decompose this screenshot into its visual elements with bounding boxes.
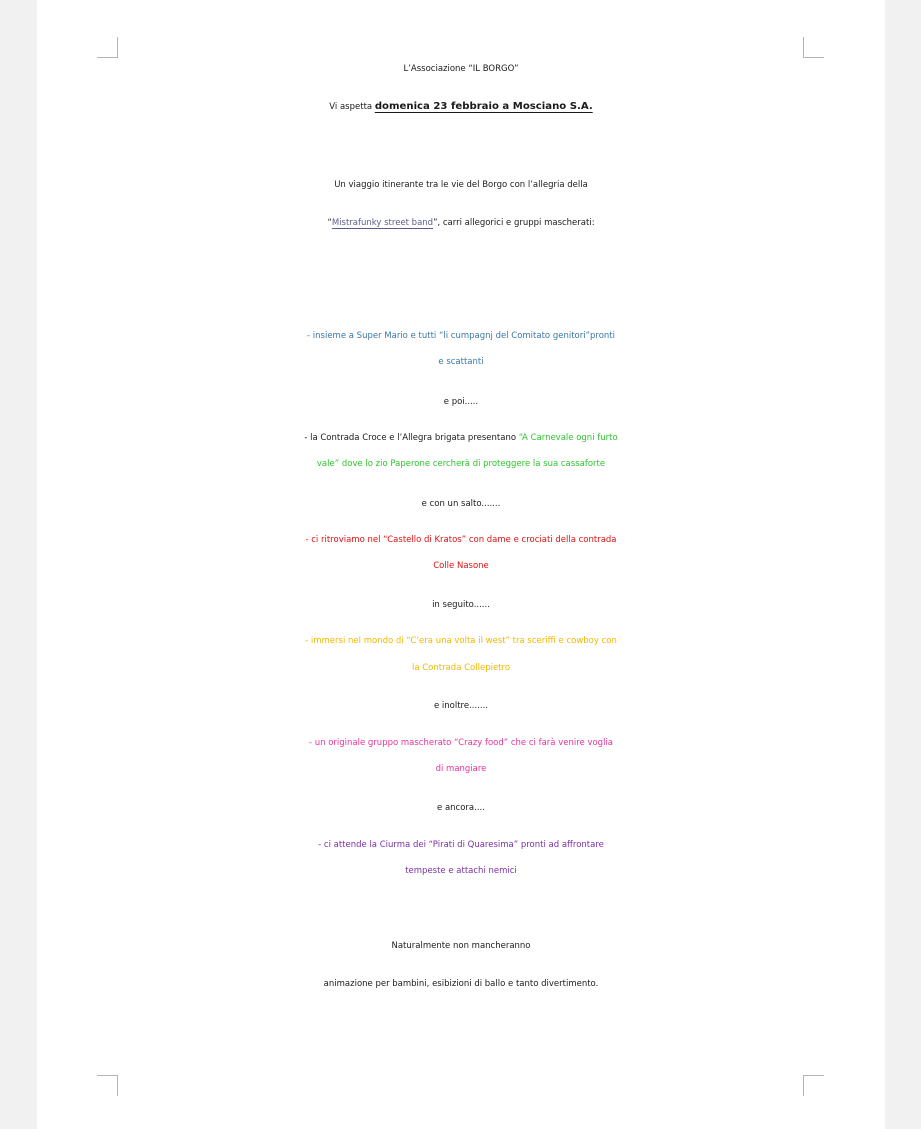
intro-line-1: Un viaggio itinerante tra le vie del Borgo con l’allegria della [334,180,588,190]
program-item-1-line-2: e scattanti [438,357,484,367]
margin-corner-top-left [97,37,118,58]
program-item-6-line-2: tempeste e attachi nemici [405,866,517,876]
program-item-4-line-2: la Contrada Collepietro [411,663,511,673]
margin-corner-bottom-right [803,1075,824,1096]
separator-5: e ancora.... [437,803,485,813]
intro-line-2-rest: ”, carri allegorici e gruppi mascherati: [433,218,595,228]
program-item-3-line-2: Colle Nasone [433,561,489,571]
margin-corner-bottom-left [97,1075,118,1096]
band-name-link[interactable]: Mistrafunky street band [331,218,434,228]
program-item-2-line-1 [37,426,885,450]
program-item-4-line-1: - immersi nel mondo di “C’era una volta il west” tra sceriffi e cowboy con [305,636,617,646]
separator-1: e poi..... [443,397,479,407]
quote-open: “ [327,218,332,228]
document-page [37,0,885,1129]
separator-4: e inoltre....... [433,701,489,711]
closing-line-2: animazione per bambini, esibizioni di ballo e tanto divertimento. [323,979,599,989]
invite-event: domenica 23 febbraio a Mosciano S.A. [374,101,593,112]
association-title: L’Associazione “IL BORGO” [403,64,519,74]
separator-3: in seguito...... [432,600,490,610]
program-item-1-line-1: - insieme a Super Mario e tutti “li cumpagnj del Comitato genitori”pronti [307,331,615,341]
intro-line-2 [37,211,885,235]
invite-line [37,95,885,119]
program-item-6-line-1: - ci attende la Ciurma dei “Pirati di Quaresima” pronti ad affrontare [318,840,604,850]
program-item-5-line-1: - un originale gruppo mascherato “Crazy food” che ci farà venire voglia [308,738,614,748]
separator-2: e con un salto....... [421,499,501,509]
program-item-5-line-2: di mangiare [435,764,487,774]
margin-corner-top-right [803,37,824,58]
closing-line-1: Naturalmente non mancheranno [391,941,531,951]
invite-prefix: Vi aspetta [329,102,373,112]
program-item-3-line-1: - ci ritroviamo nel “Castello di Kratos” con dame e crociati della contrada [305,535,617,545]
program-item-2-prefix: - la Contrada Croce e l’Allegra brigata presentano [304,433,519,443]
program-item-2-line-2: vale” dove lo zio Paperone cercherà di proteggere la sua cassaforte [316,459,606,469]
program-item-2-highlight: “A Carnevale ogni furto [518,433,618,443]
